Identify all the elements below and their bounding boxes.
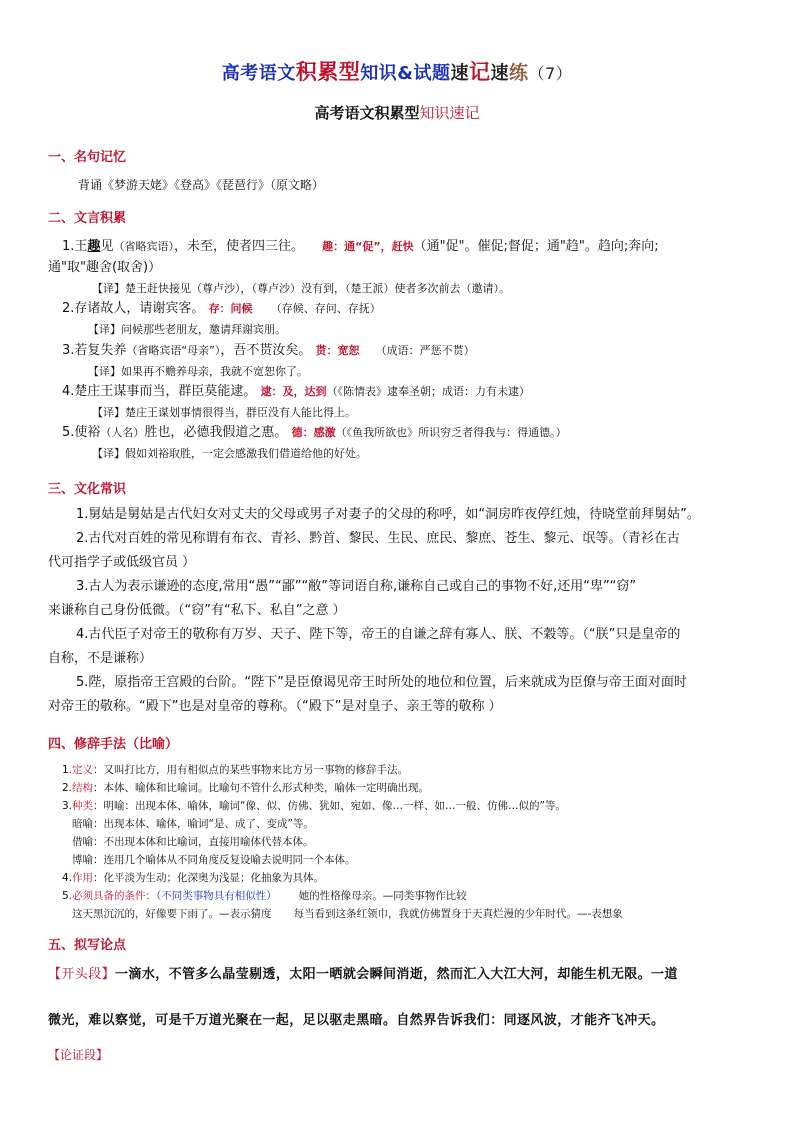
item-note: （人名） [100,426,145,439]
culture-item: 5.陛，原指帝王宫殿的台阶。“陛下”是臣僚谒见帝王时所处的地位和位置，后来就成为臣僚与帝王面对面时 [76,675,687,690]
translation: 【译】假如刘裕取胜，一定会感激我们借道给他的好处。 [92,447,367,460]
title-part: （7） [528,64,573,83]
translation: 【译】问候那些老朋友，邀请拜谢宾朋。 [88,323,286,336]
item-label: 必须具备的条件： [72,890,157,902]
page-subtitle [0,102,794,123]
rhetoric-structure [62,780,429,795]
key-definition: 逮：及，达到 [260,385,327,398]
item-text: ，未至，使者四三往。 [173,239,304,254]
section-heading: 四、修辞手法（比喻） [48,737,179,752]
title-part: 练 [509,62,529,84]
item-number: 3. [62,800,73,812]
title-part: 积累型 [295,60,361,84]
item-number: 5. [62,425,75,440]
item-text: 楚庄王谋事而当，群臣莫能逮。 [74,384,257,399]
rhetoric-type-multiple: 博喻：连用几个喻体从不同角度反复设喻去说明同一个本体。 [72,854,356,866]
classical-item-2 [62,300,381,318]
item-text: 王 [74,239,88,254]
classical-item-3 [62,342,475,360]
item-text: ：明喻：出现本体、喻体，喻词“像、似、仿佛、犹如、宛如、像…一样、如…一般、仿佛…似的”等。 [93,800,566,812]
example-imagine: 每当看到这条红领巾，我就仿佛置身于天真烂漫的少年时代。—-表想象 [293,908,623,920]
proof-label: 【论证段】 [48,1048,109,1062]
item-note: （《陈情表》逮奉圣朝；成语：力有未逮） [326,385,531,398]
culture-item: 3.古人为表示谦逊的态度,常用“愚”“鄙”“敝”等词语自称,谦称自己或自己的事物不好,还用“卑”“窃” [76,579,637,594]
section-heading: 三、文化常识 [48,482,127,497]
item-note: （省略宾语） [113,240,174,253]
key-definition: 德：感激 [291,426,336,439]
classical-item-4 [62,383,530,401]
argument-line: 微光，难以察觉，可是千万道光聚在一起，足以驱走黑暗。自然界告诉我们：同逐风波，才能齐飞冲天。 [48,1013,665,1028]
item-number: 2. [62,782,73,794]
item-number: 1. [62,764,73,776]
item-label: 结构 [72,782,94,794]
culture-item: 2.古代对百姓的常见称谓有布衣、青衫、黔首、黎民、生民、庶民、黎庶、苍生、黎元、氓等。（青衫在古 [76,531,680,546]
classical-item-1-cont: 通"取"趣舍(取舍)） [48,260,162,275]
item-text: 胜也，必德我假道之惠。 [144,425,288,440]
item-label: 种类 [72,800,94,812]
item-text: 存诸故人，请谢宾客。 [74,301,205,316]
culture-item-cont: 来谦称自己身份低微。（“窃”有“私下、私自”之意 ） [48,603,346,618]
page-title [0,56,794,86]
item-text: 若复失养 [74,343,127,358]
item-example: 她的性格像母亲。—同类事物作比较 [298,890,467,902]
item-note: （《鱼我所欲也》所识穷乏者得我与：得通德。） [335,426,567,439]
title-part: 速 [450,63,469,84]
culture-item: 4.古代臣子对帝王的敬称有万岁、天子、陛下等，帝王的自谦之辞有寡人、朕、不穀等。（“朕”只是皇帝的 [76,627,681,642]
rhetoric-condition [62,888,467,903]
item-number: 4. [62,872,73,884]
rhetoric-definition [62,762,408,777]
item-number: 5. [62,890,73,902]
item-note: （存候、存问、存抚） [270,302,381,315]
rhetoric-function [62,870,324,885]
item-label: 定义 [72,764,94,776]
title-part: 记 [469,60,491,84]
rhetoric-type-borrowed: 借喻：不出现本体和比喻词，直接用喻体代替本体。 [72,836,314,848]
item-text: 使裕 [74,425,101,440]
item-text: ，吾不贳汝矣。 [220,343,312,358]
translation: 【译】如果再不赡养母亲，我就不宽恕你了。 [88,365,308,378]
opening-text: 一滴水，不管多么晶莹剔透，太阳一晒就会瞬间消逝，然而汇入大江大河，却能生机无限。一道 [115,967,678,982]
item-text: （不同类事物具有相似性） [156,890,277,902]
rhetoric-examples [72,906,623,921]
subtitle-part: 高考语文积累型 [314,104,420,122]
key-definition: 存：问候 [208,302,253,315]
key-word: 趣 [87,239,101,254]
section-heading: 五、拟写论点 [48,938,127,953]
culture-item: 1.舅姑是舅姑是古代妇女对丈夫的父母或男子对妻子的父母的称呼，如“洞房昨夜停红烛，待晓堂前拜舅姑”。 [76,507,700,522]
item-number: 3. [62,343,75,358]
item-text: ：又叫打比方，用有相似点的某些事物来比方另一事物的修辞手法。 [93,764,409,776]
classical-item-1 [62,238,659,256]
opening-label: 【开头段】 [48,967,116,982]
item-text: （通"促"。催促;督促；通"趋"。趋向;奔向; [413,239,659,254]
title-part: 知识&试题 [360,63,451,84]
item-note: （省略宾语“母亲”） [126,344,221,357]
argument-line [48,952,748,998]
section-heading: 二、文言积累 [48,211,127,226]
title-part: 高考语文 [221,63,296,84]
key-definition: 贳：宽恕 [315,344,360,357]
famous-lines: 背诵《梦游天姥》《登高》《琵琶行》（原文略） [78,178,325,192]
item-text: ：化平淡为生动；化深奥为浅显；化抽象为具体。 [93,872,325,884]
example-guess: 这天黑沉沉的，好像要下雨了。—表示猜度 [72,908,272,920]
item-text: ：本体、喻体和比喻词。比喻句不管什么形式种类，喻体一定明确出现。 [93,782,430,794]
classical-item-5 [62,424,567,442]
title-part: 速 [490,63,509,84]
rhetoric-types [62,798,566,813]
culture-item-cont: 自称，不是谦称） [48,651,153,666]
translation: 【译】楚王赶快接见（尊卢沙），（尊卢沙）没有到，（楚王派）使者多次前去（邀请）。 [92,282,510,295]
key-definition: 趣：通“促”，赶快 [322,240,414,253]
culture-list [48,503,748,719]
section-heading: 一、名句记忆 [48,150,127,165]
culture-item-cont: 代可指学子或低级官员 ） [48,555,196,570]
item-label: 作用 [72,872,94,884]
item-number: 1. [62,239,75,254]
rhetoric-type-metaphor: 暗喻：出现本体、喻体，喻词“是、成了、变成”等。 [72,818,314,830]
translation: 【译】楚庄王谋划事情很得当，群臣没有人能比得上。 [92,406,356,419]
item-number: 2. [62,301,75,316]
item-note: （成语：严惩不贳） [375,344,475,357]
item-number: 4. [62,384,75,399]
argument-opening [48,952,748,1044]
item-text: 见 [100,239,114,254]
subtitle-part: 知识速记 [419,104,480,122]
culture-item-cont: 对帝王的敬称。“殿下”也是对皇帝的尊称。（“殿下”是对皇子、亲王等的敬称 ） [48,699,502,714]
